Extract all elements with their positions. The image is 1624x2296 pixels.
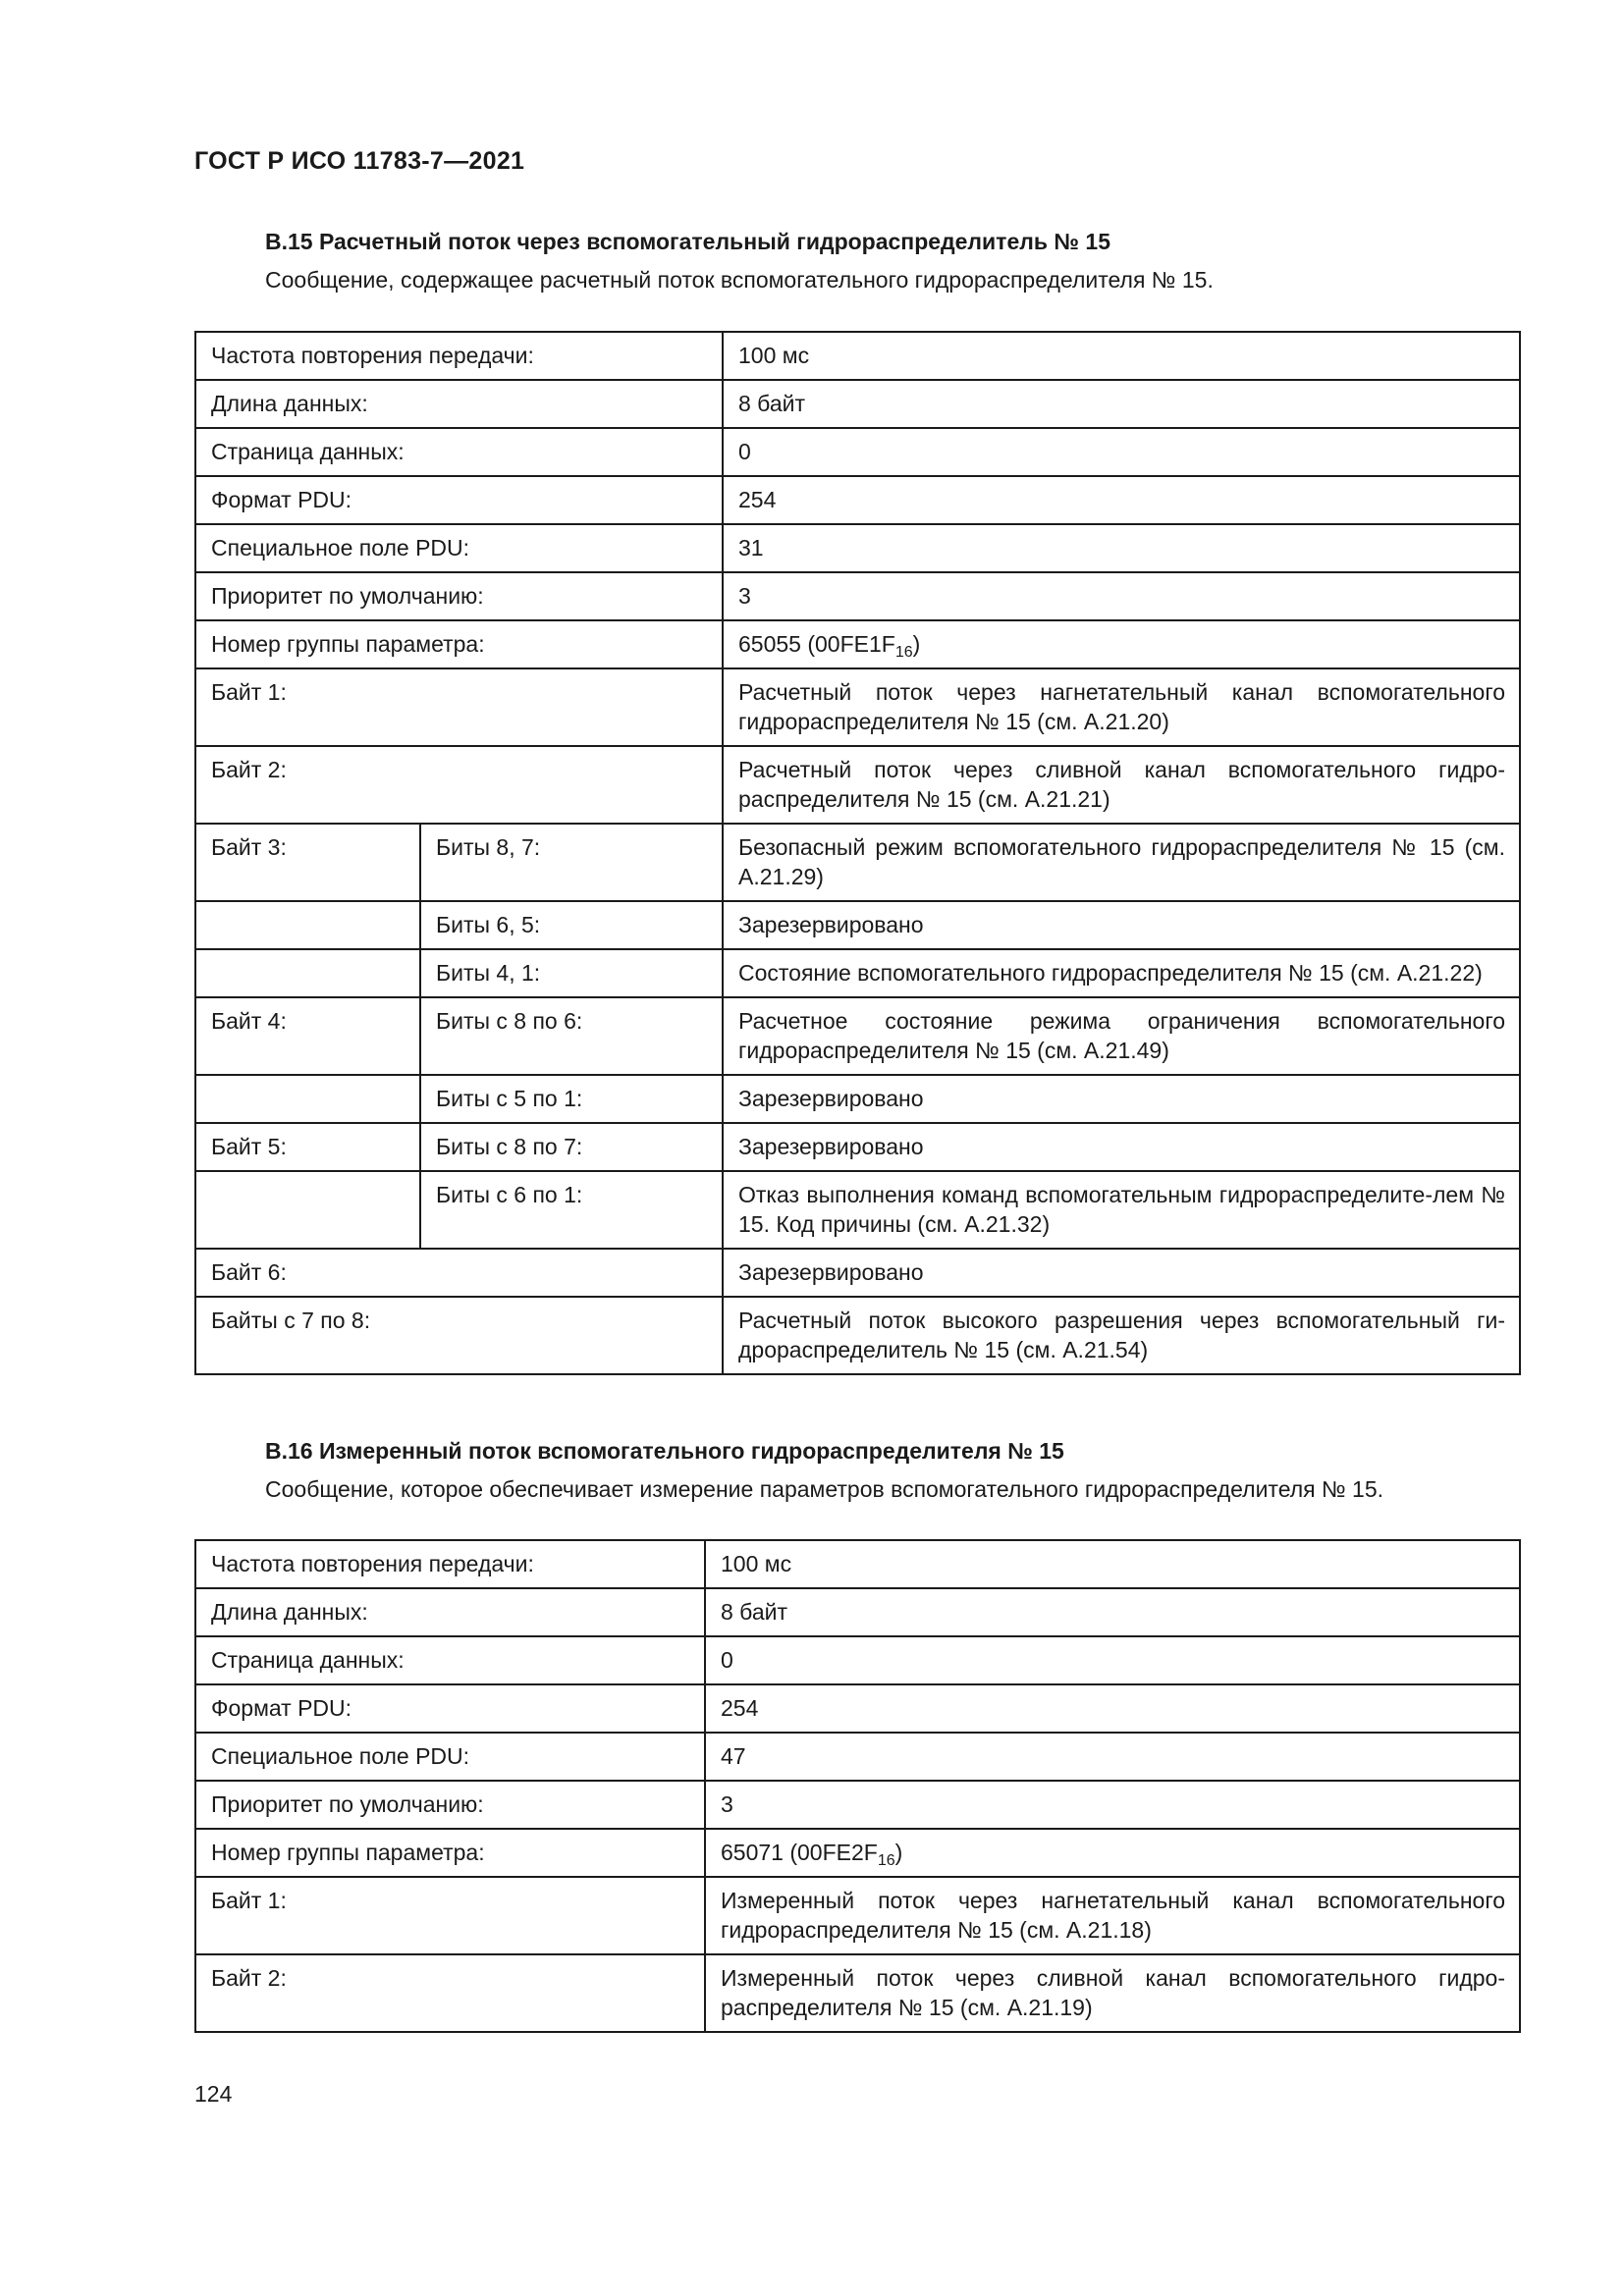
field-label: Длина данных:: [195, 380, 723, 428]
field-label: Частота повторения передачи:: [195, 332, 723, 380]
table-row: [195, 476, 1520, 524]
pgn-subscript: 16: [877, 1852, 895, 1869]
parameter-group-number-value: [723, 620, 1520, 668]
field-label: Формат PDU:: [195, 1684, 705, 1733]
table-row: [195, 1733, 1520, 1781]
field-value: 100 мс: [705, 1540, 1520, 1588]
field-value: 0: [705, 1636, 1520, 1684]
section-b15-description: Сообщение, содержащее расчетный поток вспомогательного гидрораспределителя № 15.: [265, 267, 1214, 293]
table-row: [195, 380, 1520, 428]
field-label: Приоритет по умолчанию:: [195, 572, 723, 620]
table-b16-body: [195, 1540, 1520, 2032]
table-row: [195, 332, 1520, 380]
table-row: [195, 1829, 1520, 1877]
field-label: Частота повторения передачи:: [195, 1540, 705, 1588]
table-row: [195, 1588, 1520, 1636]
byte-description: Зарезервировано: [723, 1075, 1520, 1123]
table-row: [195, 746, 1520, 824]
field-value: 47: [705, 1733, 1520, 1781]
byte-description: Зарезервировано: [723, 1123, 1520, 1171]
byte-description: Расчетный поток высокого разрешения через вспомогательный ги-дрораспределитель № 15 (см. А.21.54): [723, 1297, 1520, 1374]
byte-description: Расчетное состояние режима ограничения вспомогательного гидрораспределителя № 15 (см. А.21.49): [723, 997, 1520, 1075]
table-row: [195, 1684, 1520, 1733]
field-value: 100 мс: [723, 332, 1520, 380]
table-row: [195, 572, 1520, 620]
document-header: ГОСТ Р ИСО 11783-7—2021: [194, 147, 525, 175]
byte-description: Отказ выполнения команд вспомогательным гидрораспределите-лем № 15. Код причины (см. А.21.32): [723, 1171, 1520, 1249]
table-row: [195, 1636, 1520, 1684]
field-value: 31: [723, 524, 1520, 572]
table-row: [195, 524, 1520, 572]
byte-description: Измеренный поток через сливной канал вспомогательного гидро-распределителя № 15 (см. А.21.19): [705, 1954, 1520, 2032]
field-label: Страница данных:: [195, 1636, 705, 1684]
byte-description: Состояние вспомогательного гидрораспределителя № 15 (см. А.21.22): [723, 949, 1520, 997]
table-row: [195, 668, 1520, 746]
byte-label: [195, 1171, 420, 1249]
field-label: Номер группы параметра:: [195, 620, 723, 668]
field-value: 8 байт: [705, 1588, 1520, 1636]
table-row: [195, 1123, 1520, 1171]
section-b15-title: В.15 Расчетный поток через вспомогательный гидрораспределитель № 15: [265, 229, 1110, 254]
table-row: [195, 949, 1520, 997]
table-row: [195, 1877, 1520, 1954]
table-row: [195, 901, 1520, 949]
field-value: 3: [705, 1781, 1520, 1829]
field-value: 3: [723, 572, 1520, 620]
table-row: [195, 997, 1520, 1075]
byte-label: [195, 1075, 420, 1123]
field-label: Приоритет по умолчанию:: [195, 1781, 705, 1829]
section-b16-description: Сообщение, которое обеспечивает измерение параметров вспомогательного гидрораспределителя № 15.: [265, 1476, 1384, 1502]
field-value: 254: [723, 476, 1520, 524]
field-label: Длина данных:: [195, 1588, 705, 1636]
table-row: [195, 620, 1520, 668]
pgn-subscript: 16: [894, 644, 913, 661]
bits-label: Биты 4, 1:: [420, 949, 723, 997]
pgn-close: ): [894, 1840, 903, 1865]
byte-description: Зарезервировано: [723, 901, 1520, 949]
table-b16: [194, 1539, 1521, 2033]
bits-label: Биты с 6 по 1:: [420, 1171, 723, 1249]
table-row: [195, 1781, 1520, 1829]
byte-label: Байт 2:: [195, 746, 723, 824]
field-value: 0: [723, 428, 1520, 476]
byte-label: Байт 2:: [195, 1954, 705, 2032]
field-label: Номер группы параметра:: [195, 1829, 705, 1877]
byte-description: Измеренный поток через нагнетательный канал вспомогательного гидрораспределителя № 15 (см. А.21.18): [705, 1877, 1520, 1954]
bits-label: Биты 6, 5:: [420, 901, 723, 949]
byte-label: Байт 1:: [195, 668, 723, 746]
table-row: [195, 1954, 1520, 2032]
table-row: [195, 824, 1520, 901]
byte-label: Байты с 7 по 8:: [195, 1297, 723, 1374]
parameter-group-number-value: [705, 1829, 1520, 1877]
byte-description: Расчетный поток через нагнетательный канал вспомогательного гидрораспределителя № 15 (см. А.21.20): [723, 668, 1520, 746]
table-row: [195, 1249, 1520, 1297]
field-label: Специальное поле PDU:: [195, 1733, 705, 1781]
table-row: [195, 1540, 1520, 1588]
byte-label: Байт 5:: [195, 1123, 420, 1171]
bits-label: Биты 8, 7:: [420, 824, 723, 901]
byte-label: Байт 3:: [195, 824, 420, 901]
section-b16-title: В.16 Измеренный поток вспомогательного гидрораспределителя № 15: [265, 1438, 1064, 1464]
bits-label: Биты с 8 по 7:: [420, 1123, 723, 1171]
field-value: 254: [705, 1684, 1520, 1733]
byte-description: Зарезервировано: [723, 1249, 1520, 1297]
table-b15: [194, 331, 1521, 1375]
table-b15-body: [195, 332, 1520, 1374]
pgn-close: ): [912, 631, 921, 657]
byte-label: Байт 1:: [195, 1877, 705, 1954]
byte-label: Байт 6:: [195, 1249, 723, 1297]
byte-label: [195, 949, 420, 997]
byte-label: [195, 901, 420, 949]
field-label: Специальное поле PDU:: [195, 524, 723, 572]
pgn-value: 65055 (00FE1F: [738, 631, 895, 657]
field-value: 8 байт: [723, 380, 1520, 428]
table-row: [195, 1075, 1520, 1123]
field-label: Формат PDU:: [195, 476, 723, 524]
byte-description: Расчетный поток через сливной канал вспомогательного гидро-распределителя № 15 (см. А.21.21): [723, 746, 1520, 824]
bits-label: Биты с 8 по 6:: [420, 997, 723, 1075]
table-row: [195, 428, 1520, 476]
table-row: [195, 1297, 1520, 1374]
pgn-value: 65071 (00FE2F: [721, 1840, 878, 1865]
page-number: 124: [194, 2081, 233, 2107]
table-row: [195, 1171, 1520, 1249]
field-label: Страница данных:: [195, 428, 723, 476]
byte-label: Байт 4:: [195, 997, 420, 1075]
bits-label: Биты с 5 по 1:: [420, 1075, 723, 1123]
byte-description: Безопасный режим вспомогательного гидрораспределителя № 15 (см. А.21.29): [723, 824, 1520, 901]
